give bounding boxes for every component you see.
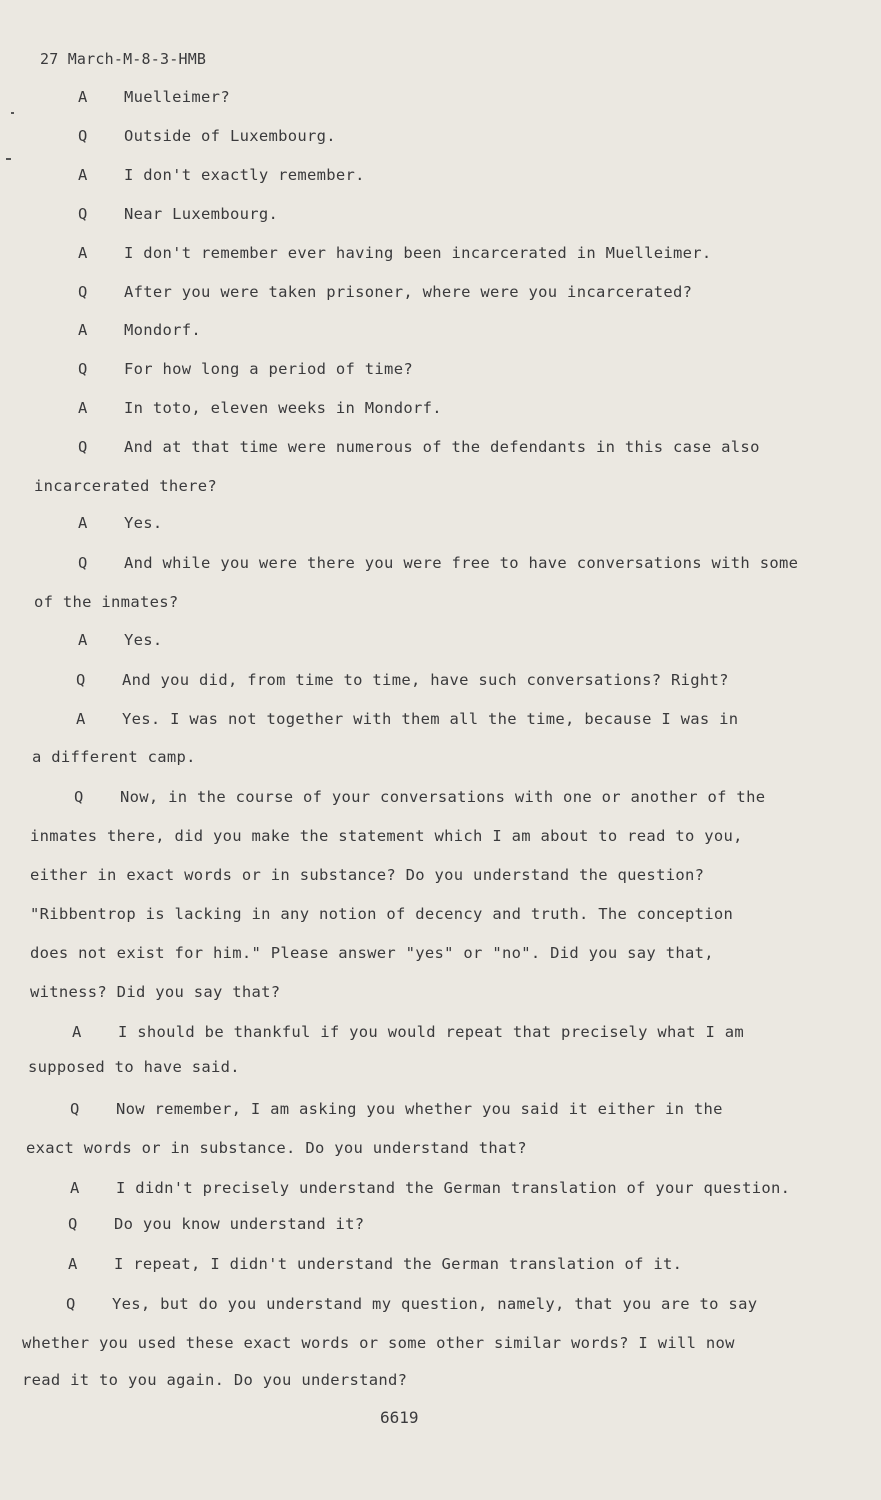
transcript-line: I don't remember ever having been incarcerated in Muelleimer. <box>124 244 712 262</box>
transcript-line: And while you were there you were free to have conversations with some <box>124 554 799 572</box>
speaker-label: A <box>68 1255 78 1273</box>
transcript-line: Yes. <box>124 514 163 532</box>
speaker-label: A <box>72 1023 82 1041</box>
transcript-line: Outside of Luxembourg. <box>124 127 336 145</box>
transcript-line: does not exist for him." Please answer "yes" or "no". Did you say that, <box>30 944 714 962</box>
speaker-label: A <box>70 1179 80 1197</box>
speaker-label: Q <box>78 360 88 378</box>
transcript-line: Yes. I was not together with them all the time, because I was in <box>122 710 739 728</box>
transcript-line: Near Luxembourg. <box>124 205 279 223</box>
transcript-line: Now, in the course of your conversations with one or another of the <box>120 788 766 806</box>
margin-mark <box>6 158 11 160</box>
speaker-label: A <box>78 514 88 532</box>
transcript-line: In toto, eleven weeks in Mondorf. <box>124 399 442 417</box>
transcript-line: Now remember, I am asking you whether you said it either in the <box>116 1100 723 1118</box>
transcript-line: After you were taken prisoner, where were you incarcerated? <box>124 283 693 301</box>
speaker-label: Q <box>68 1215 78 1233</box>
transcript-line: "Ribbentrop is lacking in any notion of decency and truth. The conception <box>30 905 734 923</box>
speaker-label: A <box>78 631 88 649</box>
transcript-line: Yes, but do you understand my question, namely, that you are to say <box>112 1295 758 1313</box>
transcript-line: of the inmates? <box>34 593 179 611</box>
speaker-label: Q <box>76 671 86 689</box>
transcript-line: Yes. <box>124 631 163 649</box>
speaker-label: Q <box>78 438 88 456</box>
page-number: 6619 <box>380 1408 419 1427</box>
speaker-label: A <box>78 166 88 184</box>
transcript-line: Muelleimer? <box>124 88 230 106</box>
transcript-line: I don't exactly remember. <box>124 166 365 184</box>
transcript-line: incarcerated there? <box>34 477 218 495</box>
speaker-label: A <box>76 710 86 728</box>
margin-mark <box>11 112 14 114</box>
speaker-label: A <box>78 321 88 339</box>
speaker-label: Q <box>78 205 88 223</box>
page-header: 27 March-M-8-3-HMB <box>40 50 207 68</box>
transcript-line: For how long a period of time? <box>124 360 413 378</box>
transcript-line: And at that time were numerous of the defendants in this case also <box>124 438 760 456</box>
transcript-line: whether you used these exact words or some other similar words? I will now <box>22 1334 735 1352</box>
transcript-line: supposed to have said. <box>28 1058 240 1076</box>
transcript-line: And you did, from time to time, have such conversations? Right? <box>122 671 729 689</box>
speaker-label: Q <box>78 554 88 572</box>
transcript-line: read it to you again. Do you understand? <box>22 1371 408 1389</box>
transcript-line: a different camp. <box>32 748 196 766</box>
transcript-line: I didn't precisely understand the German translation of your question. <box>116 1179 791 1197</box>
transcript-line: witness? Did you say that? <box>30 983 281 1001</box>
transcript-line: I should be thankful if you would repeat that precisely what I am <box>118 1023 745 1041</box>
speaker-label: Q <box>78 127 88 145</box>
transcript-line: inmates there, did you make the statement which I am about to read to you, <box>30 827 743 845</box>
transcript-line: exact words or in substance. Do you understand that? <box>26 1139 527 1157</box>
speaker-label: Q <box>74 788 84 806</box>
speaker-label: A <box>78 244 88 262</box>
speaker-label: Q <box>78 283 88 301</box>
speaker-label: Q <box>70 1100 80 1118</box>
speaker-label: Q <box>66 1295 76 1313</box>
speaker-label: A <box>78 399 88 417</box>
transcript-line: Do you know understand it? <box>114 1215 365 1233</box>
speaker-label: A <box>78 88 88 106</box>
transcript-line: either in exact words or in substance? Do you understand the question? <box>30 866 705 884</box>
transcript-line: Mondorf. <box>124 321 202 339</box>
transcript-line: I repeat, I didn't understand the German translation of it. <box>114 1255 683 1273</box>
